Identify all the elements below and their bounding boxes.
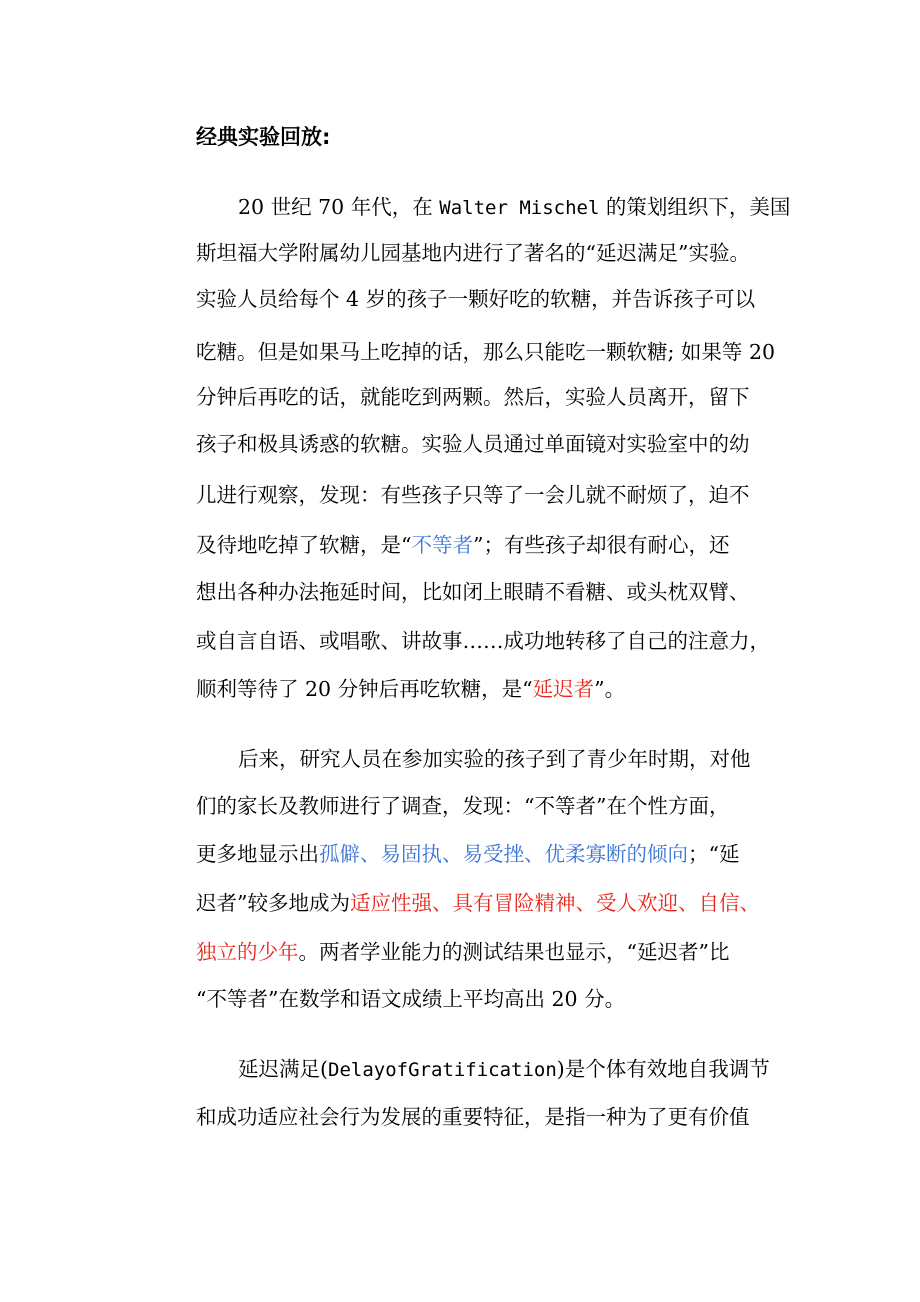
text-run: 迟者”较多地成为: [196, 891, 350, 915]
text-run: )是个体有效地自我调节: [556, 1057, 770, 1081]
text-run: 。两者学业能力的测试结果也显示，“延迟者”比: [298, 940, 730, 964]
paragraph-2-line-2: 们的家长及教师进行了调查，发现：“不等者”在个性方面，: [196, 794, 730, 818]
text-run: 更多地显示出: [196, 842, 319, 866]
paragraph-1-line-3: 实验人员给每个 4 岁的孩子一颗好吃的软糖，并告诉孩子可以: [196, 287, 756, 311]
researcher-name: Walter Mischel: [439, 197, 600, 219]
text-run: 延迟满足(: [238, 1057, 328, 1081]
highlight-positive-traits: 适应性强、具有冒险精神、受人欢迎、自信、: [349, 891, 760, 915]
paragraph-3-line-1: [238, 1055, 838, 1084]
text-run: ”；有些孩子却很有耐心，还: [472, 533, 730, 557]
paragraph-2-line-5: [196, 938, 796, 966]
paragraph-1-line-11: [196, 675, 796, 703]
paragraph-1-line-2: 斯坦福大学附属幼儿园基地内进行了著名的“延迟满足”实验。: [196, 241, 750, 265]
paragraph-1-line-4: 吃糖。但是如果马上吃掉的话，那么只能吃一颗软糖; 如果等 20: [196, 340, 776, 364]
paragraph-2-line-3: [196, 840, 796, 868]
english-term: DelayofGratification: [328, 1059, 557, 1081]
paragraph-2-line-1: 后来，研究人员在参加实验的孩子到了青少年时期，对他: [238, 747, 751, 771]
paragraph-3-line-2: 和成功适应社会行为发展的重要特征，是指一种为了更有价值: [196, 1105, 750, 1129]
paragraph-1-line-10: 或自言自语、或唱歌、讲故事……成功地转移了自己的注意力，: [196, 629, 770, 653]
paragraph-1-line-5: 分钟后再吃的话，就能吃到两颗。然后，实验人员离开，留下: [196, 385, 750, 409]
paragraph-1-line-6: 孩子和极具诱惑的软糖。实验人员通过单面镜对实验室中的幼: [196, 432, 750, 456]
highlight-negative-traits: 孤僻、易固执、易受挫、优柔寡断的倾向: [319, 842, 688, 866]
text-run: 及待地吃掉了软糖，是“: [196, 533, 412, 557]
paragraph-1-line-8: [196, 531, 796, 559]
text-run: 的策划组织下，美国: [599, 195, 791, 219]
paragraph-2-line-4: [196, 889, 796, 917]
paragraph-1-line-7: 儿进行观察，发现：有些孩子只等了一会儿就不耐烦了，迫不: [196, 483, 750, 507]
paragraph-2-line-6: “不等者”在数学和语文成绩上平均高出 20 分。: [196, 987, 626, 1011]
section-heading: 经典实验回放:: [196, 125, 331, 149]
highlight-positive-traits-end: 独立的少年: [196, 940, 299, 964]
text-run: ；“延: [688, 842, 740, 866]
highlight-delayers: 延迟者: [532, 677, 595, 701]
text-run: 顺利等待了 20 分钟后再吃软糖，是“: [196, 677, 533, 701]
text-run: 20 世纪 70 年代，在: [238, 195, 440, 219]
paragraph-1-line-9: 想出各种办法拖延时间，比如闭上眼睛不看糖、或头枕双臂、: [196, 580, 750, 604]
text-run: ”。: [594, 677, 626, 701]
highlight-non-waiters: 不等者: [411, 533, 473, 557]
paragraph-1-line-1: [238, 193, 838, 222]
